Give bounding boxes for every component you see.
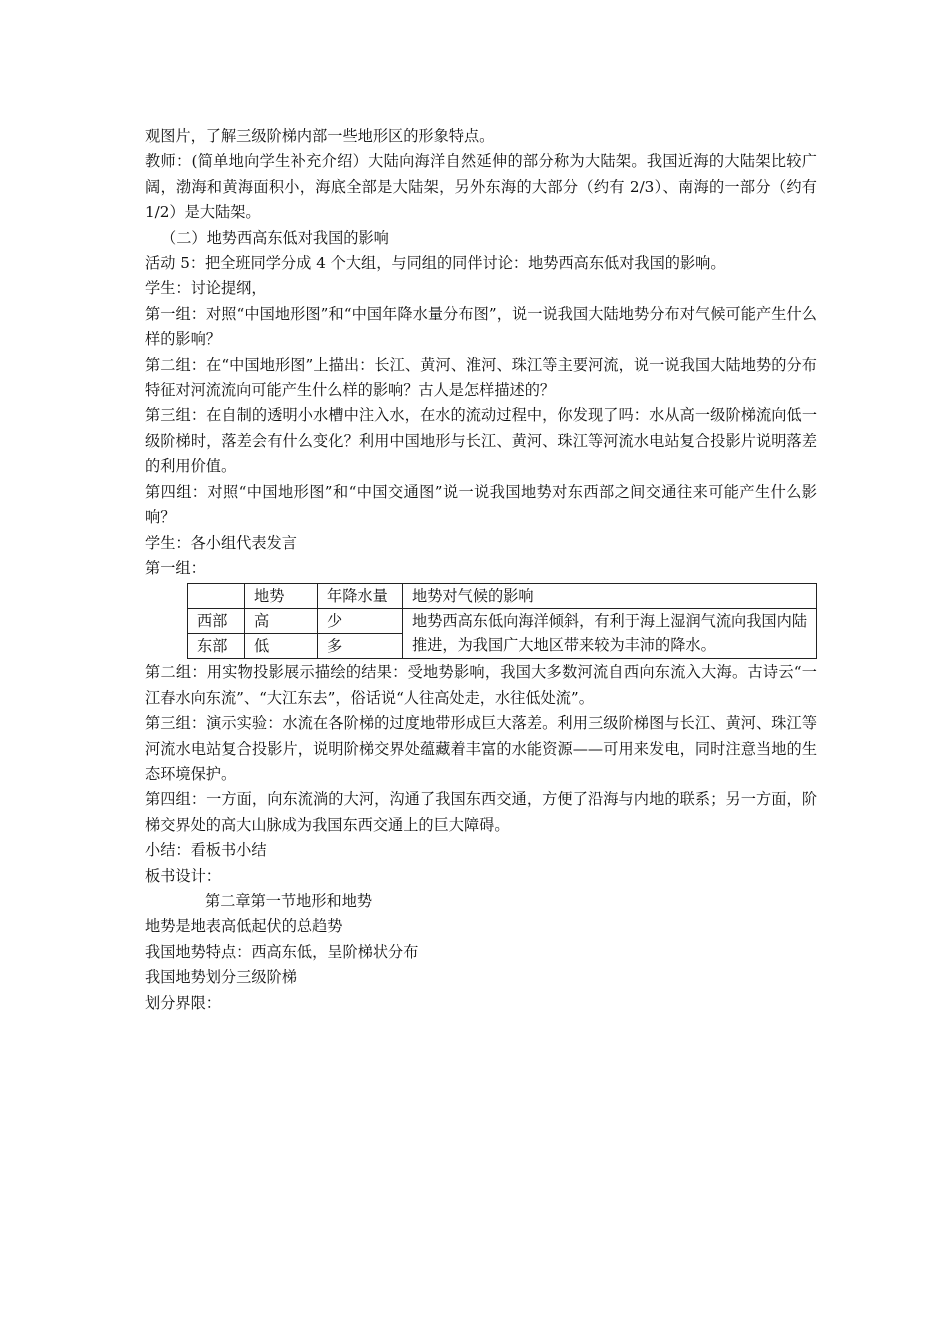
- section-heading: （二）地势西高东低对我国的影响: [161, 228, 389, 247]
- table-header-cell: 地势对气候的影响: [403, 584, 817, 609]
- board-line: 我国地势划分三级阶梯: [145, 968, 297, 987]
- paragraph: 学生：各小组代表发言: [145, 533, 297, 552]
- table-cell-region: 西部: [188, 609, 245, 634]
- terrain-climate-table: [187, 583, 817, 659]
- board-line: 我国地势特点：西高东低，呈阶梯状分布: [145, 942, 419, 961]
- table-cell-rainfall: 多: [318, 634, 403, 659]
- table-header-row: [188, 584, 817, 609]
- table-header-cell: 年降水量: [318, 584, 403, 609]
- table-header-cell: [188, 584, 245, 609]
- paragraph: 第一组：: [145, 558, 206, 577]
- table-cell-rainfall: 少: [318, 609, 403, 634]
- group-paragraph: 第二组：在“中国地形图”上描出：长江、黄河、淮河、珠江等主要河流，说一说我国大陆地势的分布特征对河流流向可能产生什么样的影响？古人是怎样描述的？: [145, 355, 817, 400]
- table-cell-impact: 地势西高东低向海洋倾斜，有利于海上湿润气流向我国内陆推进，为我国广大地区带来较为丰沛的降水。: [403, 609, 817, 659]
- paragraph: 观图片，了解三级阶梯内部一些地形区的形象特点。: [145, 127, 495, 145]
- group-paragraph: 第三组：在自制的透明小水槽中注入水，在水的流动过程中，你发现了吗：水从高一级阶梯流向低一级阶梯时，落差会有什么变化？利用中国地形与长江、黄河、珠江等河流水电站复合投影片说明落差的利用价值。: [145, 406, 817, 476]
- table-header-cell: 地势: [245, 584, 318, 609]
- group-paragraph: 第四组：对照“中国地形图”和“中国交通图”说一说我国地势对东西部之间交通往来可能产生什么影响？: [145, 482, 817, 527]
- paragraph: 学生：讨论提纲，: [145, 279, 267, 298]
- table-cell-terrain: 低: [245, 634, 318, 659]
- group-paragraph: 第二组：用实物投影展示描绘的结果：受地势影响，我国大多数河流自西向东流入大海。古诗云“一江春水向东流”、“大江东去”，俗话说“人往高处走，水往低处流”。: [145, 663, 817, 707]
- table-row: [188, 609, 817, 634]
- group-paragraph: 第三组：演示实验：水流在各阶梯的过度地带形成巨大落差。利用三级阶梯图与长江、黄河、珠江等河流水电站复合投影片，说明阶梯交界处蕴藏着丰富的水能资源——可用来发电，同时注意当地的生态环境保护。: [145, 714, 817, 783]
- teacher-paragraph: 教师：(简单地向学生补充介绍）大陆向海洋自然延伸的部分称为大陆架。我国近海的大陆架比较广阔，渤海和黄海面积小，海底全部是大陆架，另外东海的大部分（约有 2/3）、南海的一部分（约有 1/2）是大陆架。: [145, 152, 817, 222]
- board-title: 第二章第一节地形和地势: [205, 891, 373, 910]
- summary-paragraph: 小结：看板书小结: [145, 841, 267, 860]
- table-cell-terrain: 高: [245, 609, 318, 634]
- group-paragraph: 第四组：一方面，向东流淌的大河，沟通了我国东西交通，方便了沿海与内地的联系；另一方面，阶梯交界处的高大山脉成为我国东西交通上的巨大障碍。: [145, 790, 817, 834]
- document-page: [145, 124, 817, 1016]
- board-line: 划分界限：: [145, 993, 221, 1012]
- board-line: 地势是地表高低起伏的总趋势: [145, 917, 343, 936]
- board-heading: 板书设计：: [145, 866, 221, 885]
- activity-paragraph: 活动 5：把全班同学分成 4 个大组，与同组的同伴讨论：地势西高东低对我国的影响。: [145, 254, 726, 273]
- group-paragraph: 第一组：对照“中国地形图”和“中国年降水量分布图”，说一说我国大陆地势分布对气候可能产生什么样的影响？: [145, 304, 817, 349]
- table-cell-region: 东部: [188, 634, 245, 659]
